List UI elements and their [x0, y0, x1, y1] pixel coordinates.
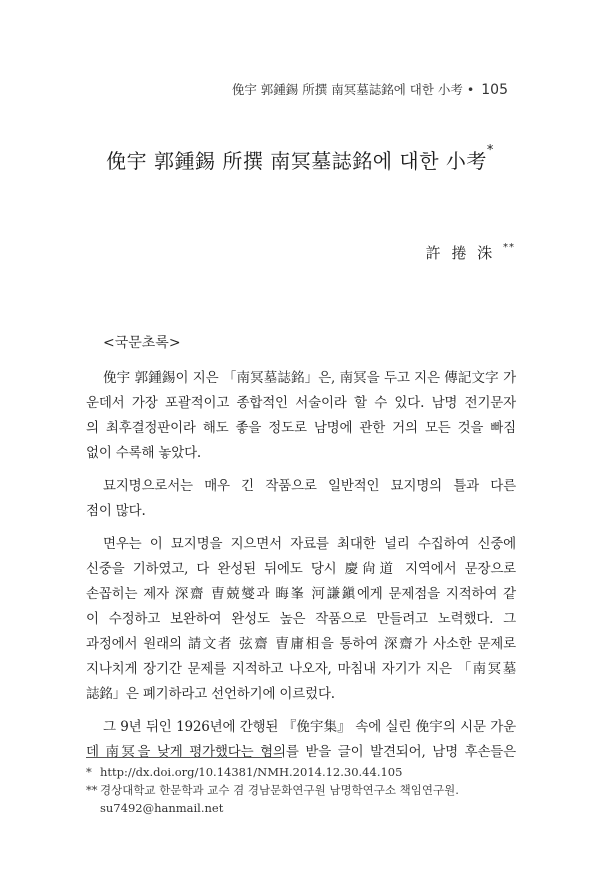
line: 그 9년 뒤인 1926년에 간행된 『俛宇集』 속에 실린 俛宇의 시문 가운 [103, 719, 516, 735]
doi-link[interactable]: http://dx.doi.org/10.14381/NMH.2014.12.30.44.105 [100, 765, 403, 779]
abstract-label: <국문초록> [103, 335, 181, 351]
author-line [426, 242, 515, 263]
line: 의 최후결정판이라 해도 좋을 정도로 남명에 관한 거의 모든 것을 빠짐 [86, 420, 516, 436]
line: 신중을 기하였고, 다 완성된 뒤에도 당시 慶尙道 지역에서 문장으로 [86, 561, 516, 577]
author-name: 許 捲 洙 [425, 244, 496, 262]
header-bullet: • [466, 82, 475, 97]
line: 이 수정하고 보완하여 완성도 높은 작품으로 만들려고 노력했다. 그 [86, 611, 516, 627]
footnotes [86, 763, 526, 817]
line: 과정에서 원래의 請文者 弦齋 曺庸相을 통하여 深齋가 사소한 문제로 [86, 636, 516, 652]
author-footnote-mark: ** [503, 242, 515, 253]
abstract-paragraph [86, 366, 516, 466]
footnote-author [86, 781, 526, 799]
page-number: 105 [481, 82, 508, 98]
article-title-text: 俛宇 郭鍾錫 所撰 南冥墓誌銘에 대한 小考 [106, 149, 487, 173]
abstract-body [86, 366, 516, 773]
footnote-divider [86, 757, 282, 758]
line: 묘지명으로서는 매우 긴 작품으로 일반적인 묘지명의 틀과 다른 [103, 478, 516, 494]
line: 데 南冥을 낮게 평가했다는 혐의를 받을 글이 발견되어, 남명 후손들은 [86, 744, 516, 760]
running-header [232, 80, 508, 98]
title-footnote-mark: * [486, 143, 494, 158]
line: 점이 많다. [86, 503, 146, 519]
line: 俛宇 郭鍾錫이 지은 「南冥墓誌銘」은, 南冥을 두고 지은 傳記文字 가 [103, 370, 516, 386]
line: 誌銘」은 폐기하라고 선언하기에 이르렀다. [86, 686, 335, 702]
footnote-doi [86, 763, 526, 781]
line: 운데서 가장 포괄적이고 종합적인 서술이라 할 수 있다. 남명 전기문자 [86, 395, 516, 411]
author-affiliation: 경상대학교 한문학과 교수 겸 경남문화연구원 남명학연구소 책임연구원. [100, 783, 459, 797]
abstract-paragraph [86, 474, 516, 524]
line: 면우는 이 묘지명을 지으면서 자료를 최대한 널리 수집하여 신중에 [103, 536, 516, 552]
footnote-email [86, 799, 526, 817]
running-title: 俛宇 郭鍾錫 所撰 南冥墓誌銘에 대한 小考 [231, 82, 463, 97]
article-title [0, 145, 600, 174]
author-email[interactable]: su7492@hanmail.net [100, 801, 224, 815]
footnote-mark: ** [86, 783, 98, 797]
line: 없이 수록해 놓았다. [86, 445, 202, 461]
abstract-paragraph [86, 532, 516, 707]
footnote-mark: * [86, 765, 92, 779]
line: 손꼽히는 제자 深齋 曺兢燮과 晦峯 河謙鎭에게 문제점을 지적하여 같 [86, 586, 516, 602]
line: 지나치게 장기간 문제를 지적하고 나오자, 마침내 자기가 지은 「南冥墓 [86, 661, 516, 677]
